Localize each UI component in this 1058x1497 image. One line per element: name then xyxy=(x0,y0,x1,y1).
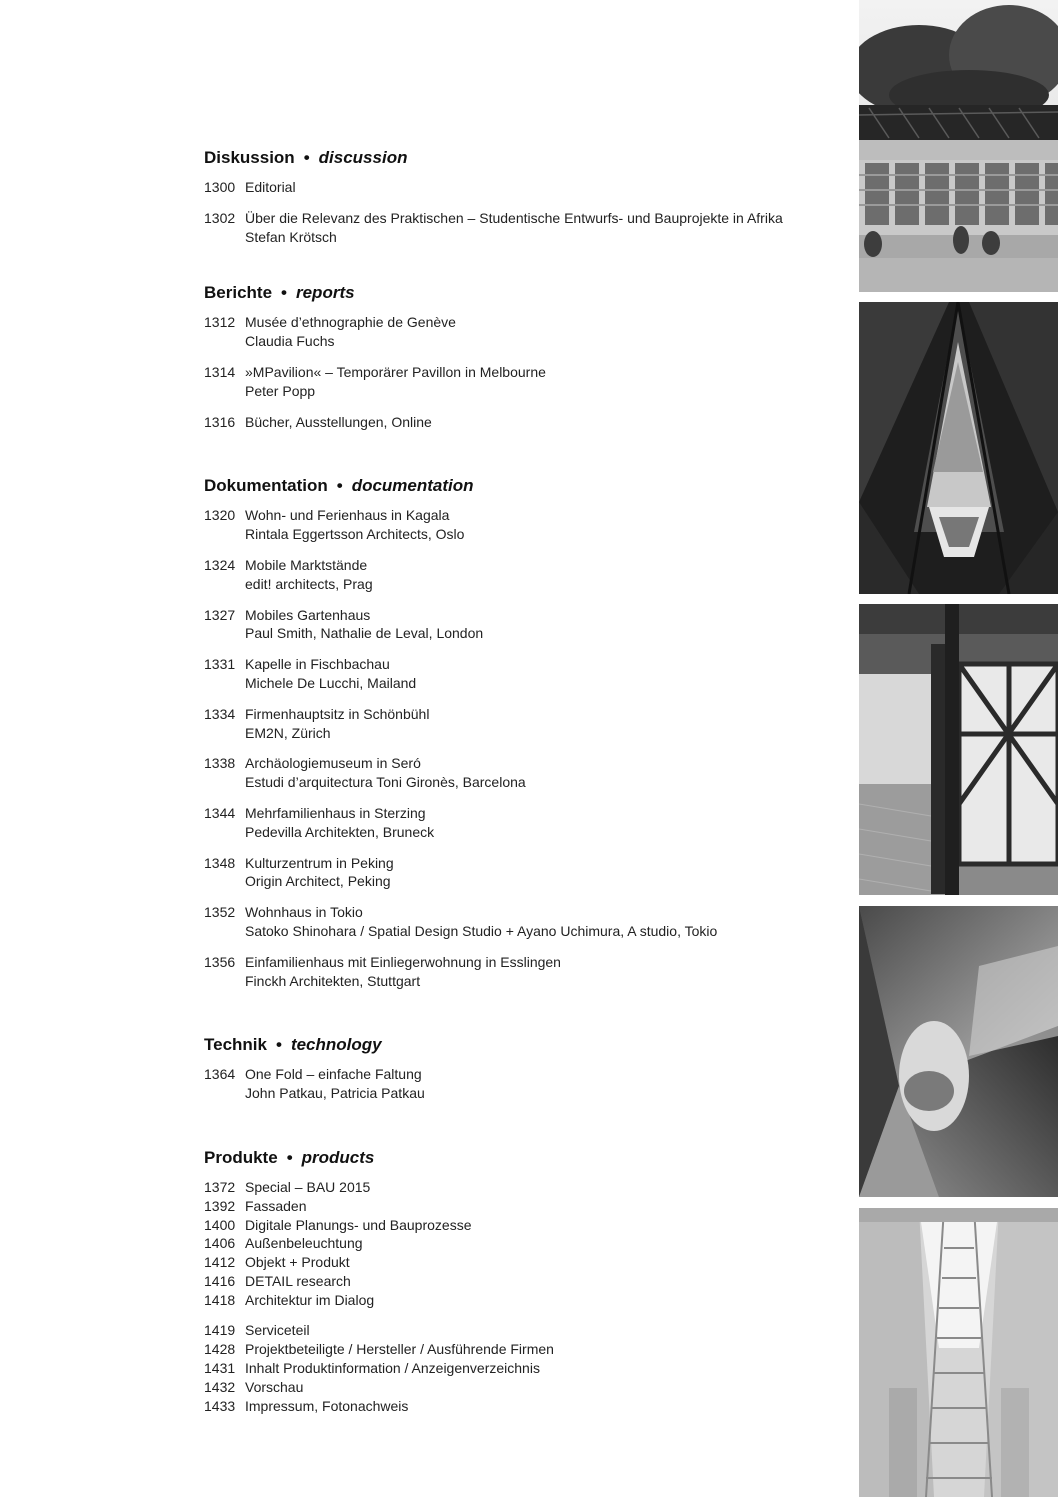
entry-title: DETAIL research xyxy=(245,1272,351,1289)
entry-author: Origin Architect, Peking xyxy=(245,873,391,890)
entry-title: Wohn- und Ferienhaus in Kagala xyxy=(245,507,450,524)
page-number: 1302 xyxy=(204,209,236,226)
entry-title: Architektur im Dialog xyxy=(245,1291,375,1308)
entry-title: Kapelle in Fischbachau xyxy=(245,656,390,673)
toc-entry[interactable] xyxy=(204,363,824,401)
toc-entry[interactable] xyxy=(204,804,824,842)
entry-title: Special – BAU 2015 xyxy=(245,1178,371,1195)
entry-author: Michele De Lucchi, Mailand xyxy=(245,674,417,691)
page-number: 1364 xyxy=(204,1066,236,1083)
heading-en: documentation xyxy=(351,476,474,496)
page-number: 1372 xyxy=(204,1178,236,1195)
toc-entry[interactable] xyxy=(204,1216,824,1235)
page-number: 1314 xyxy=(204,363,236,380)
toc-entry[interactable] xyxy=(204,953,824,991)
toc-entry[interactable] xyxy=(204,1321,824,1340)
photo-building-facade xyxy=(859,0,1058,292)
toc-entry[interactable] xyxy=(204,705,824,743)
page-number: 1344 xyxy=(204,804,236,821)
page-number: 1416 xyxy=(204,1272,236,1289)
heading-en: reports xyxy=(295,283,355,303)
entry-title: Serviceteil xyxy=(245,1322,310,1339)
section-products xyxy=(204,1146,824,1416)
entry-title: Impressum, Fotonachweis xyxy=(245,1397,409,1414)
page-number: 1324 xyxy=(204,556,236,573)
entry-title: Mobiles Gartenhaus xyxy=(245,606,371,623)
bullet-separator: • xyxy=(275,1035,282,1055)
page-number: 1418 xyxy=(204,1291,236,1308)
heading-en: products xyxy=(301,1147,375,1167)
page-number: 1419 xyxy=(204,1322,236,1339)
section-heading xyxy=(204,474,824,498)
page-number: 1433 xyxy=(204,1397,236,1414)
section-discussion xyxy=(204,146,824,246)
section-heading xyxy=(204,1033,824,1057)
page-number: 1431 xyxy=(204,1360,236,1377)
entry-title: Wohnhaus in Tokio xyxy=(245,904,363,921)
entry-title: Objekt + Produkt xyxy=(245,1254,350,1271)
toc-entry[interactable] xyxy=(204,854,824,892)
toc-entry[interactable] xyxy=(204,606,824,644)
toc-entry[interactable] xyxy=(204,1272,824,1291)
toc-entry[interactable] xyxy=(204,1065,824,1103)
heading-de: Diskussion xyxy=(204,148,295,167)
toc-entry[interactable] xyxy=(204,506,824,544)
entry-author: Satoko Shinohara / Spatial Design Studio + Ayano Uchimura, A studio, Tokio xyxy=(245,922,718,939)
section-heading xyxy=(204,1146,824,1170)
entry-title: Fassaden xyxy=(245,1197,307,1214)
photo-triangular-window xyxy=(859,302,1058,594)
toc-entry[interactable] xyxy=(204,1253,824,1272)
section-reports xyxy=(204,281,824,431)
page-number: 1334 xyxy=(204,705,236,722)
bullet-separator: • xyxy=(336,476,343,496)
entry-author: edit! architects, Prag xyxy=(245,575,373,592)
entry-author: Peter Popp xyxy=(245,382,316,399)
section-heading xyxy=(204,281,824,305)
heading-de: Technik xyxy=(204,1035,267,1055)
entry-author: Stefan Krötsch xyxy=(245,228,337,245)
entry-title: Firmenhauptsitz in Schönbühl xyxy=(245,705,430,722)
entry-title: Mobile Marktstände xyxy=(245,556,368,573)
page-number: 1400 xyxy=(204,1216,236,1233)
page-number: 1338 xyxy=(204,755,236,772)
page-number: 1300 xyxy=(204,179,236,195)
page-number: 1331 xyxy=(204,656,236,673)
photo-strip xyxy=(859,0,1058,1497)
bullet-separator: • xyxy=(281,283,287,303)
page-number: 1320 xyxy=(204,507,236,524)
page-number: 1428 xyxy=(204,1341,236,1358)
toc-entry[interactable] xyxy=(204,754,824,792)
entry-title: Inhalt Produktinformation / Anzeigenverzeichnis xyxy=(245,1360,540,1377)
toc-entry[interactable] xyxy=(204,1340,824,1359)
section-heading xyxy=(204,146,824,170)
entry-title: Projektbeteiligte / Hersteller / Ausführende Firmen xyxy=(245,1341,554,1358)
toc-entry[interactable] xyxy=(204,178,824,197)
page-number: 1312 xyxy=(204,314,236,331)
entry-title: Mehrfamilienhaus in Sterzing xyxy=(245,804,426,821)
entry-title: Einfamilienhaus mit Einliegerwohnung in Esslingen xyxy=(245,953,561,970)
entry-author: Estudi d’arquitectura Toni Gironès, Barcelona xyxy=(245,774,526,791)
toc-entry[interactable] xyxy=(204,209,824,247)
page-number: 1352 xyxy=(204,904,236,921)
toc-entry[interactable] xyxy=(204,655,824,693)
page-number: 1392 xyxy=(204,1197,236,1214)
page-number: 1356 xyxy=(204,953,236,970)
toc-entry[interactable] xyxy=(204,1359,824,1378)
entry-title: Editorial xyxy=(245,179,296,195)
entry-author: Finckh Architekten, Stuttgart xyxy=(245,972,421,989)
page-number: 1327 xyxy=(204,606,236,623)
photo-skylight-ladder xyxy=(859,1208,1058,1497)
photo-folded-sculpture xyxy=(859,906,1058,1197)
entry-title: Musée d’ethnographie de Genève xyxy=(245,314,456,331)
heading-de: Dokumentation xyxy=(204,476,328,496)
heading-de: Berichte xyxy=(204,283,273,303)
table-of-contents xyxy=(204,146,824,1415)
toc-entry[interactable] xyxy=(204,1291,824,1310)
entry-title: Archäologiemuseum in Seró xyxy=(245,755,421,772)
toc-entry[interactable] xyxy=(204,313,824,351)
page-number: 1412 xyxy=(204,1254,236,1271)
toc-entry[interactable] xyxy=(204,903,824,941)
page-number: 1316 xyxy=(204,413,236,430)
entry-title: »MPavilion« – Temporärer Pavillon in Melbourne xyxy=(245,363,546,380)
entry-title: Kulturzentrum in Peking xyxy=(245,854,394,871)
heading-de: Produkte xyxy=(204,1147,278,1167)
toc-entry[interactable] xyxy=(204,1234,824,1253)
entry-author: John Patkau, Patricia Patkau xyxy=(245,1085,425,1102)
entry-title: Bücher, Ausstellungen, Online xyxy=(245,413,432,430)
page-number: 1348 xyxy=(204,854,236,871)
heading-en: discussion xyxy=(318,148,408,167)
service-group xyxy=(204,1321,824,1415)
entry-title: Digitale Planungs- und Bauprozesse xyxy=(245,1216,472,1233)
section-technology xyxy=(204,1033,824,1103)
toc-entry[interactable] xyxy=(204,556,824,594)
toc-entry[interactable] xyxy=(204,1178,824,1197)
entry-author: Rintala Eggertsson Architects, Oslo xyxy=(245,526,465,543)
page-number: 1432 xyxy=(204,1378,236,1395)
entry-author: Pedevilla Architekten, Bruneck xyxy=(245,823,435,840)
page-number: 1406 xyxy=(204,1235,236,1252)
entry-author: Claudia Fuchs xyxy=(245,333,335,350)
entry-author: Paul Smith, Nathalie de Leval, London xyxy=(245,625,484,642)
entry-author: EM2N, Zürich xyxy=(245,724,331,741)
toc-entry[interactable] xyxy=(204,1397,824,1416)
heading-en: technology xyxy=(290,1035,382,1055)
entry-title: Vorschau xyxy=(245,1378,304,1395)
section-documentation xyxy=(204,474,824,990)
product-group xyxy=(204,1178,824,1310)
toc-entry[interactable] xyxy=(204,413,824,432)
bullet-separator: • xyxy=(286,1147,293,1167)
bullet-separator: • xyxy=(303,148,310,167)
entry-title: Außenbeleuchtung xyxy=(245,1235,363,1252)
toc-entry[interactable] xyxy=(204,1378,824,1397)
photo-timber-frame xyxy=(859,604,1058,895)
entry-title: One Fold – einfache Faltung xyxy=(245,1066,422,1083)
toc-entry[interactable] xyxy=(204,1197,824,1216)
entry-title: Über die Relevanz des Praktischen – Studentische Entwurfs- und Bauprojekte in Afrika xyxy=(245,209,783,226)
